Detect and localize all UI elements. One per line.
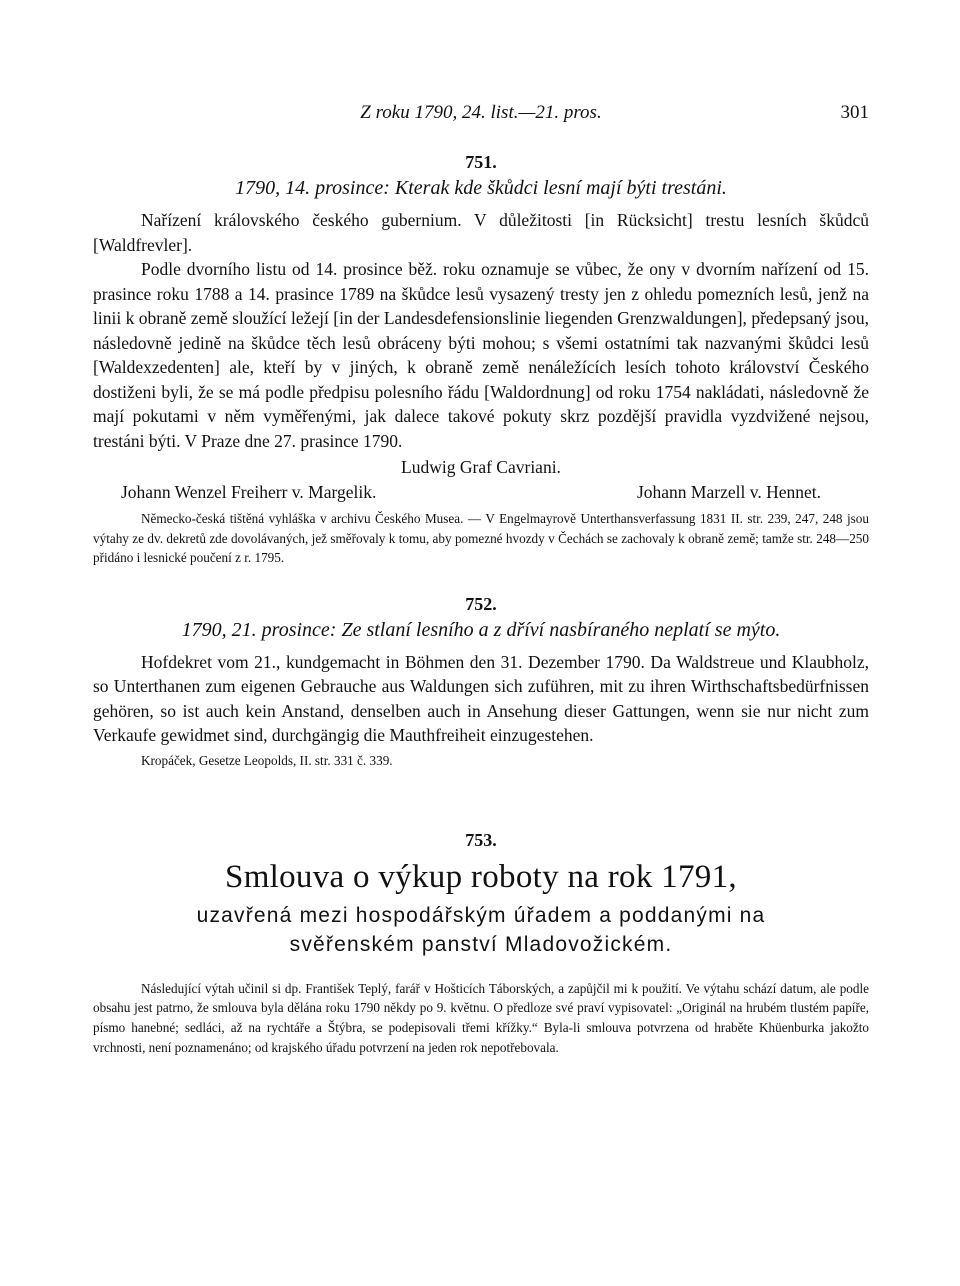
signature-cavriani: Ludwig Graf Cavriani. bbox=[401, 457, 561, 477]
page-number: 301 bbox=[840, 102, 869, 123]
preface-note: Následující výtah učinil si dp. František Teplý, farář v Hošticích Táborských, a zapůjčil mi k použití. Ve výtahu schází datum, ale podle obsahu jest patrno, že smlouva byla dělána roku 1790 někdy po 9. květnu. O předloze své praví vypisovatel: „Originál na hrubém tlustém papíře, písmo hanebné; sedláci, až na rychtáře a Štýbra, se podepisovali třemi křížky.“ Byla-li smlouva potvrzena od hraběte Khüenburka jakožto vrchnosti, není poznamenáno; od krajského úřadu potvrzení na jeden rok nepotřebovala. bbox=[93, 980, 869, 1055]
page-header bbox=[93, 100, 869, 130]
entry-title: 1790, 21. prosince: Ze stlaní lesního a z dříví nasbíraného neplatí se mýto. bbox=[181, 618, 781, 641]
entry-title: 1790, 14. prosince: Kterak kde škůdci lesní mají býti trestáni. bbox=[235, 177, 727, 199]
signature-margelik: Johann Wenzel Freiherr v. Margelik. bbox=[121, 482, 377, 502]
entry-number: 753. bbox=[465, 829, 497, 850]
decree-intro: Nařízení královského českého gubernium. V důležitosti [in Rücksicht] trestu lesních škůdců [Waldfrevler]. bbox=[93, 210, 869, 255]
entry-752 bbox=[93, 594, 869, 770]
decree-body: Podle dvorního listu od 14. prosince běž. roku oznamuje se vůbec, že ony v dvorním nařízení od 15. prasince roku 1788 a 14. prasince 1789 na škůdce lesů vysazený tresty jen z ohledu pomezních lesů, jenž na linii k obraně země sloužící ležejí [in der Landesdefensionslinie liegenden Grenzwaldungen], předepsaný jsou, následovně jedině na škůdce těch lesů obráceny býti mohou; s všemi ostatními tak nazvanými škůdci lesů [Waldexzedenten] ale, kteří by v jiných, k obraně země nenáležících lesích tohoto království Českého dostiženi byli, že se má podle předpisu polesního řádu [Waldordnung] od roku 1754 nakládati, následovně že mají pokutami v něm vyměřenými, jak dalece takové pokuty skrz pozdější pravidla vyzdvižené nejsou, trestáni býti. V Praze dne 27. prasince 1790. bbox=[93, 259, 869, 451]
running-head: Z roku 1790, 24. list.—21. pros. bbox=[360, 102, 602, 123]
decree-body: Hofdekret vom 21., kundgemacht in Böhmen den 31. Dezember 1790. Da Waldstreue und Klaubholz, so Unterthanen zum eigenen Gebrauche aus Waldungen sich zuführen, mit zu ihren Wirthschaftsbedürfnissen gehören, so ist auch kein Anstand, denselben auch in Ansehung dieser Gattungen, wenn sie nur nicht zum Verkaufe gewidmet sind, durchgängig die Mauthfreiheit einzugestehen. bbox=[93, 651, 869, 745]
entry-753 bbox=[93, 830, 869, 1058]
entry-number: 752. bbox=[465, 593, 497, 614]
source-note: Německo-česká tištěná vyhláška v archivu Českého Musea. — V Engelmayrově Unterthansverfassung 1831 II. str. 239, 247, 248 jsou výtahy ze dv. dekretů zde dovolávaných, jež směřovaly k tomu, aby pomezné hvozdy v Čechách se zachovaly k obraně země; tamže str. 248—250 přidáno i lesnické poučení z r. 1795. bbox=[93, 511, 869, 565]
source-note: Kropáček, Gesetze Leopolds, II. str. 331 č. 339. bbox=[141, 752, 393, 768]
section-subtitle-line-2: svěřenském panství Mladovožickém. bbox=[289, 932, 673, 956]
section-title: Smlouva o výkup roboty na rok 1791, bbox=[225, 858, 737, 895]
entry-751 bbox=[93, 152, 869, 568]
section-subtitle-line-1: uzavřená mezi hospodářským úřadem a poddanými na bbox=[196, 903, 766, 927]
entry-number: 751. bbox=[465, 152, 497, 172]
signature-hennet: Johann Marzell v. Hennet. bbox=[636, 482, 821, 502]
signature-row bbox=[93, 480, 869, 505]
document-page bbox=[93, 100, 869, 1058]
